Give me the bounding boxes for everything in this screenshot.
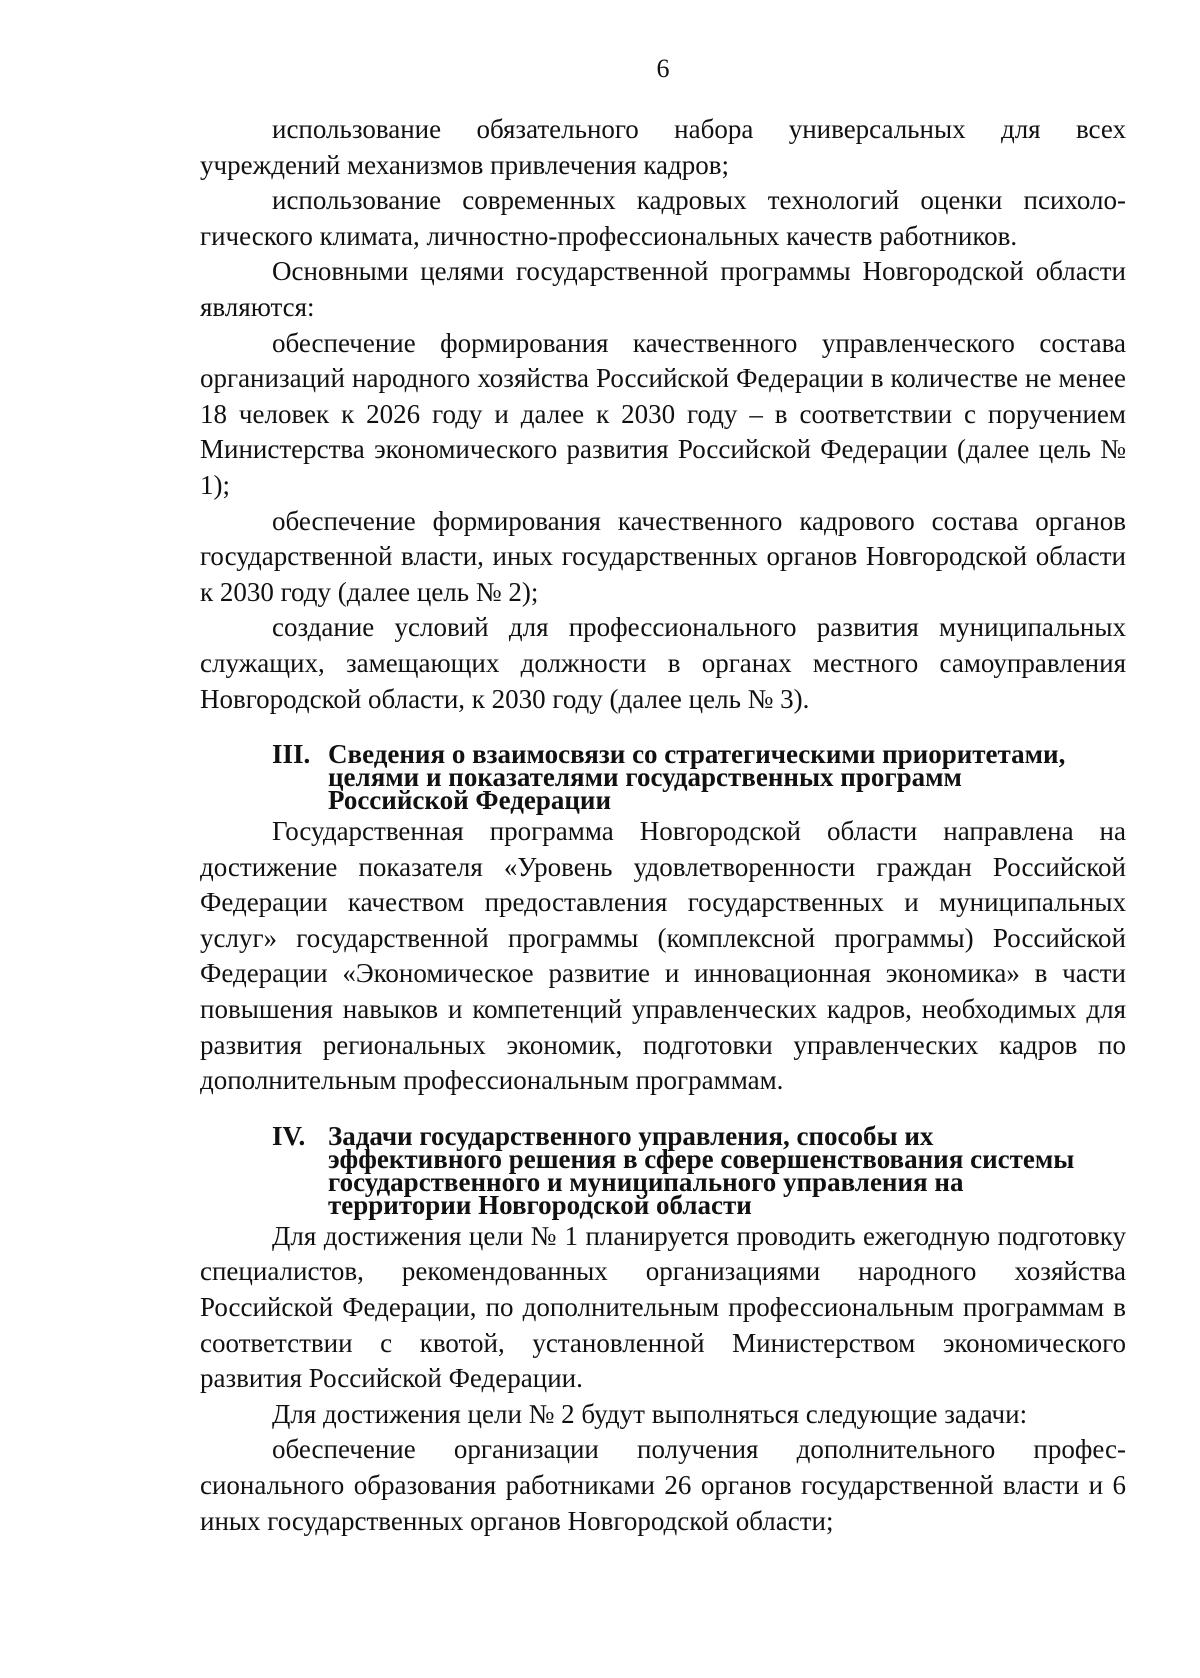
- section-heading-4: [200, 1120, 1126, 1220]
- section-heading-3: [200, 739, 1126, 816]
- paragraph: Для достижения цели № 2 будут выполняться следующие задачи:: [272, 1398, 1028, 1429]
- section-number: III.: [272, 739, 311, 770]
- paragraph: обеспечение организации получения дополнительного профессионального образования работниками 26 органов государственной власти и 6 иных государственных органов Новгородской области;: [200, 1434, 1126, 1536]
- paragraph: Государственная программа Новгородской области направлена на достижение показателя «Уровень удовлетворенности граждан Российской Федерации качеством предоставления государственных и муниципальных услуг» государственной программы (комплексной программы) Российской Федерации «Экономическое развитие и инновационная экономика» в части повышения навыков и компетенций управленческих кадров, необходимых для развития региональных экономик, подготовки управленческих кадров по дополнительным профессиональным программам.: [200, 816, 1126, 1096]
- paragraph: использование обязательного набора универсальных для всех учреждений механизмов привлечения кадров;: [200, 114, 1126, 180]
- section-title: Задачи государственного управления, способы их эффективного решения в сфере совершенствования системы государственного и муниципального управления на территории Новгородской области: [328, 1120, 1075, 1220]
- paragraph: создание условий для профессионального развития муниципальных служащих, замещающих должности в органах местного самоуправления Новгородской области, к 2030 году (далее цель № 3).: [200, 612, 1126, 714]
- paragraph: Основными целями государственной программы Новгородской области являются:: [200, 256, 1126, 322]
- paragraph: обеспечение формирования качественного управленческого состава организаций народного хозяйства Российской Федерации в количестве не менее 18 человек к 2026 году и далее к 2030 году – в соответствии с поручением Министерства экономического развития Российской Федерации (далее цель № 1);: [200, 327, 1126, 500]
- page-number: 6: [656, 54, 670, 83]
- paragraph: обеспечение формирования качественного кадрового состава органов государственной власти, иных государственных органов Новгородской области к 2030 году (далее цель № 2);: [200, 505, 1126, 607]
- document-body: [200, 112, 1126, 1539]
- paragraph: использование современных кадровых технологий оценки психологического климата, личностно-профессиональных качеств работников.: [200, 185, 1126, 251]
- paragraph: Для достижения цели № 1 планируется проводить ежегодную подготовку специалистов, рекомендованных организациями народного хозяйства Российской Федерации, по дополнительным профессиональным программам в соответствии с квотой, установленной Министерством экономического развития Российской Федерации.: [200, 1220, 1126, 1394]
- section-number: IV.: [272, 1120, 306, 1151]
- section-title: Сведения о взаимосвязи со стратегическими приоритетами, целями и показателями государственных программ Российской Федерации: [328, 739, 1066, 816]
